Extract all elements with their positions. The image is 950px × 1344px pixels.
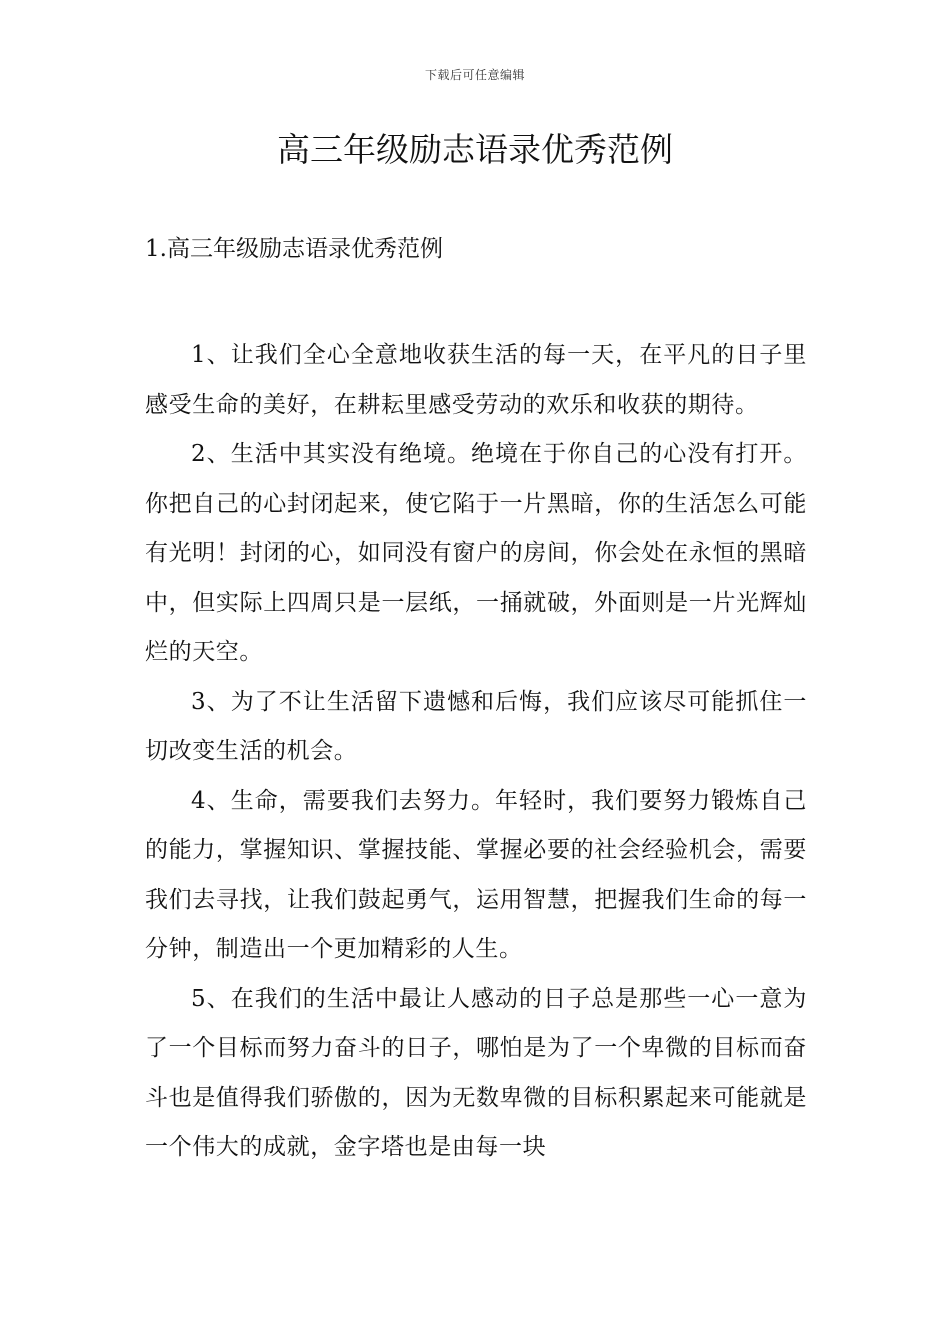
section-heading: 1.高三年级励志语录优秀范例 bbox=[145, 236, 443, 262]
quote-paragraph-3: 3、为了不让生活留下遗憾和后悔，我们应该尽可能抓住一切改变生活的机会。 bbox=[145, 688, 807, 764]
document-title: 高三年级励志语录优秀范例 bbox=[277, 130, 673, 169]
quote-paragraph-4: 4、生命，需要我们去努力。年轻时，我们要努力锻炼自己的能力，掌握知识、掌握技能、掌握必要的社会经验机会，需要我们去寻找，让我们鼓起勇气，运用智慧，把握我们生命的每一分钟，制造出一个更加精彩的人生。 bbox=[145, 787, 807, 962]
quote-paragraph-5: 5、在我们的生活中最让人感动的日子总是那些一心一意为了一个目标而努力奋斗的日子，哪怕是为了一个卑微的目标而奋斗也是值得我们骄傲的，因为无数卑微的目标积累起来可能就是一个伟大的成就，金字塔也是由每一块 bbox=[145, 985, 807, 1160]
document-body bbox=[145, 331, 807, 1173]
quote-paragraph-2: 2、生活中其实没有绝境。绝境在于你自己的心没有打开。你把自己的心封闭起来，使它陷于一片黑暗，你的生活怎么可能有光明！封闭的心，如同没有窗户的房间，你会处在永恒的黑暗中，但实际上四周只是一层纸，一捅就破，外面则是一片光辉灿烂的天空。 bbox=[145, 441, 807, 665]
quote-paragraph-1: 1、让我们全心全意地收获生活的每一天，在平凡的日子里感受生命的美好，在耕耘里感受劳动的欢乐和收获的期待。 bbox=[145, 342, 807, 418]
header-note: 下载后可任意编辑 bbox=[424, 68, 525, 82]
